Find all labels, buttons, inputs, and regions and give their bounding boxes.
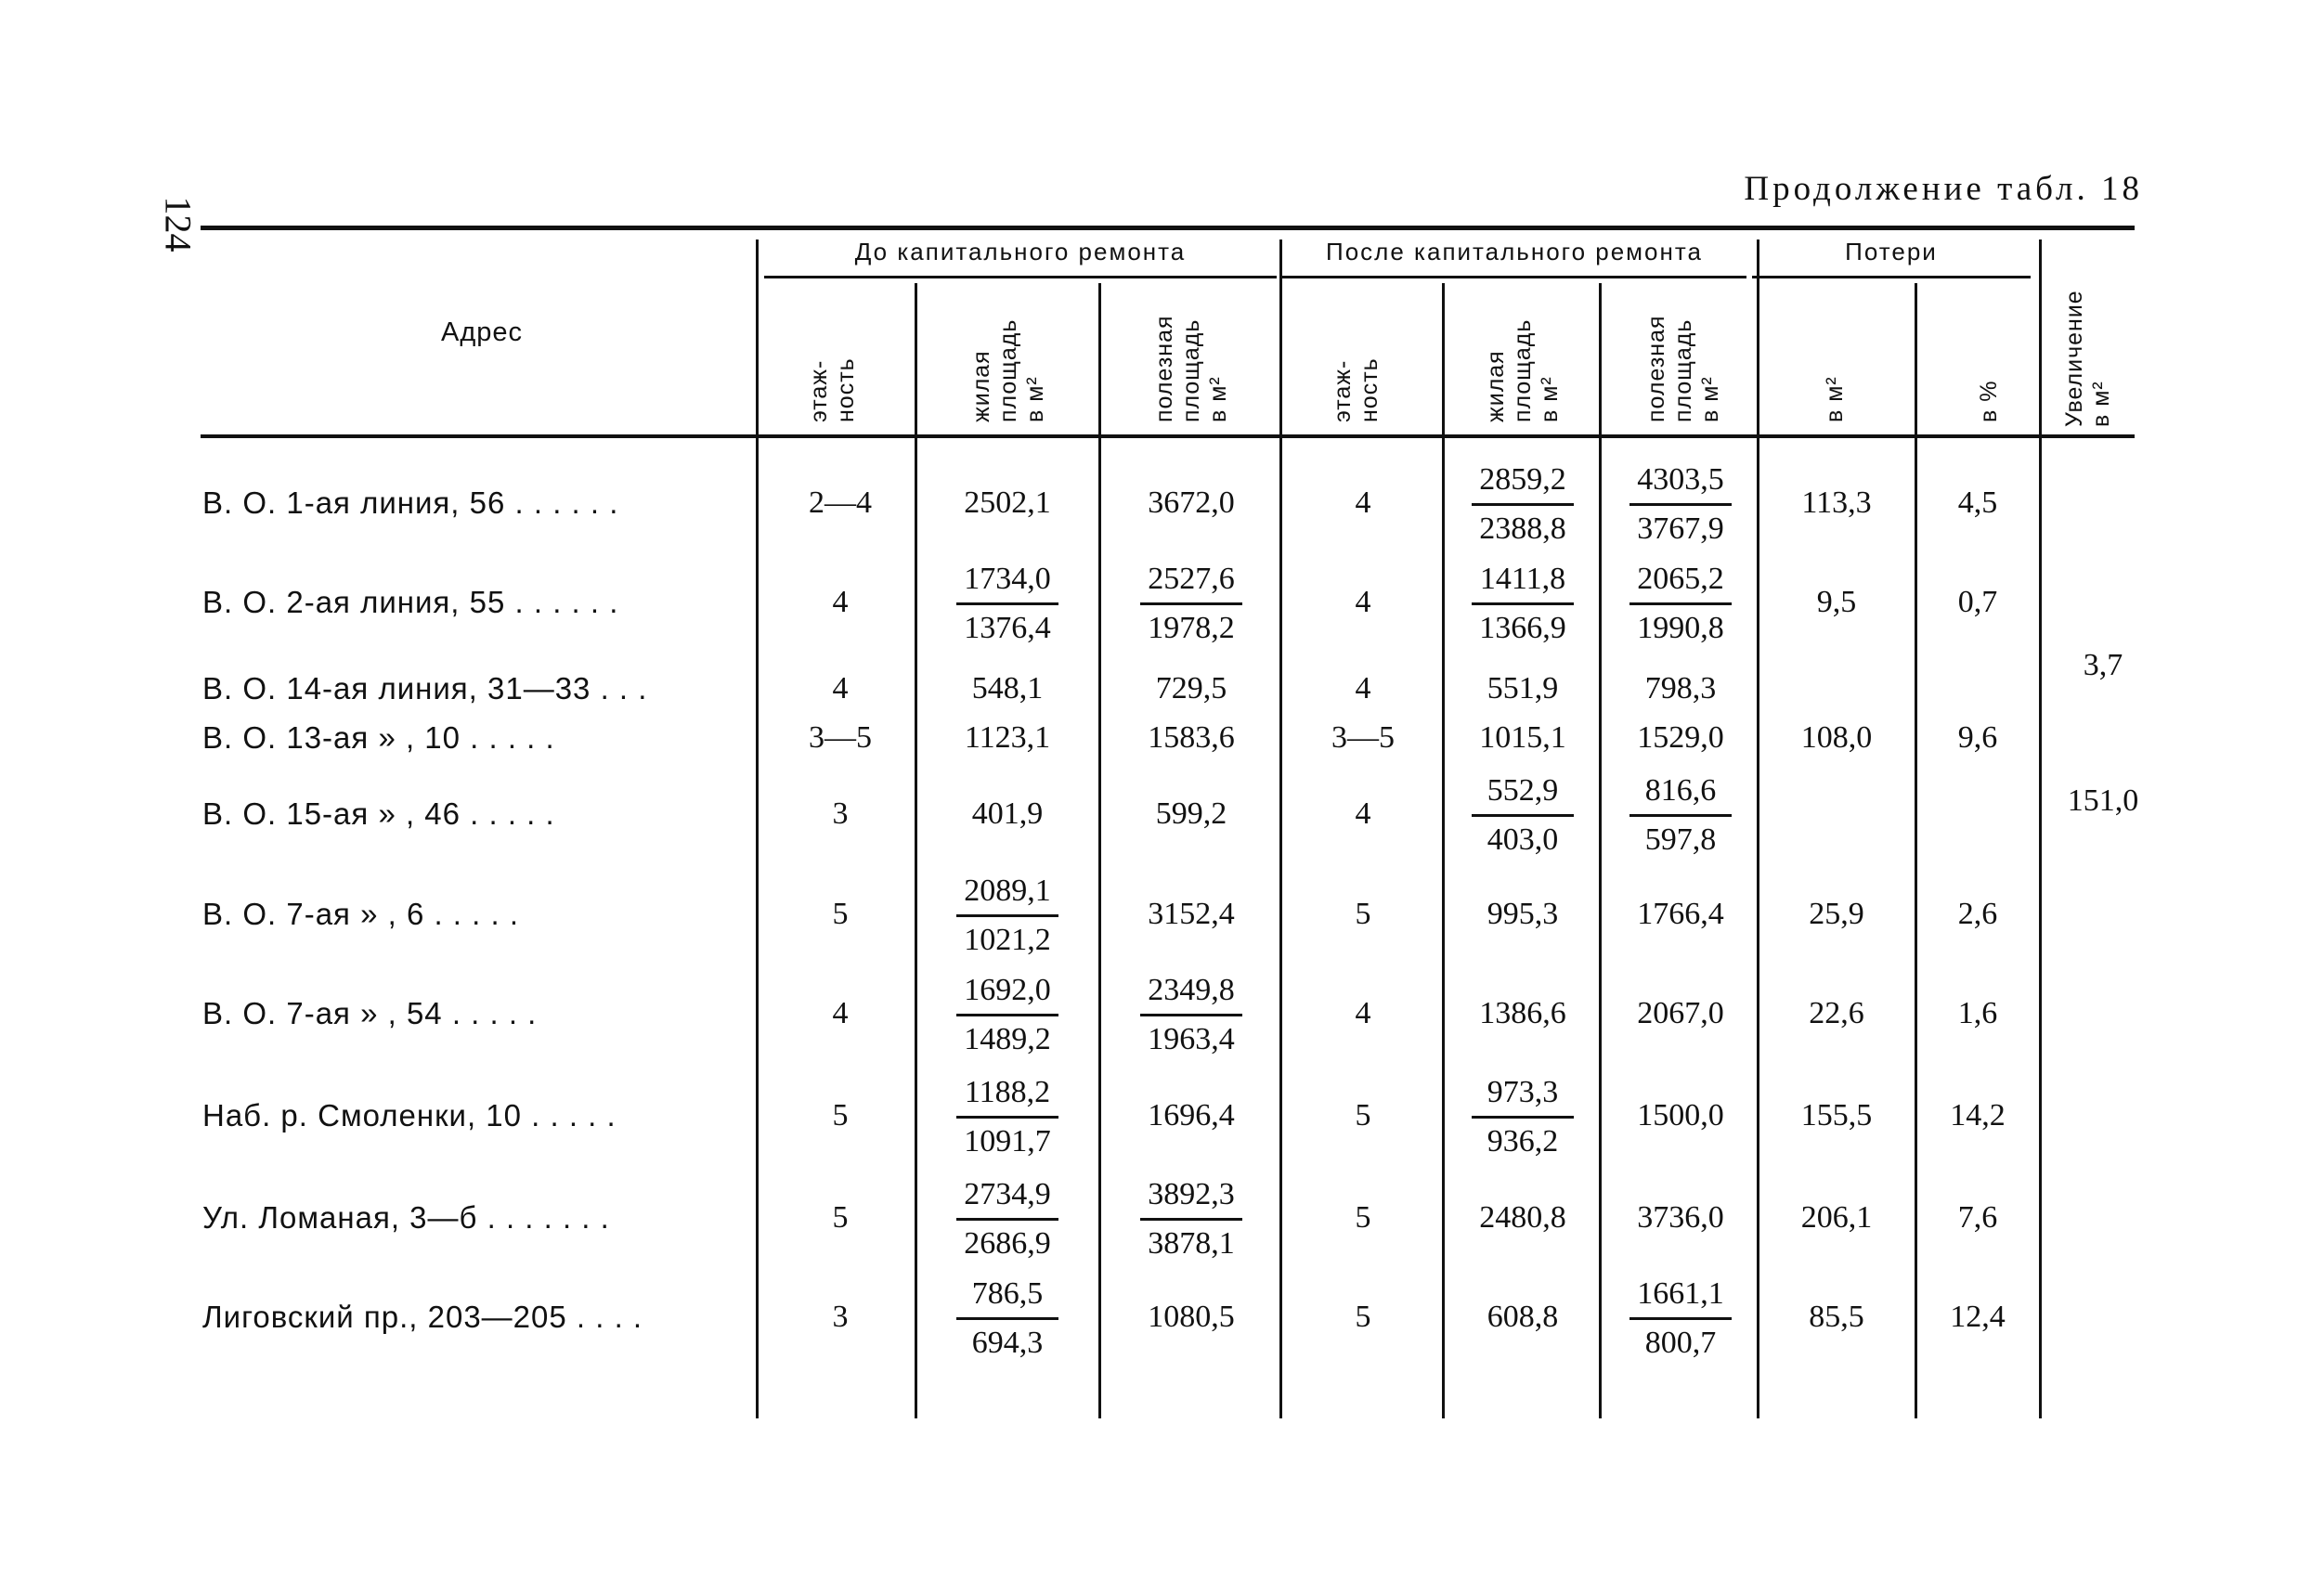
value-cell-bl: 548,1 — [971, 671, 1044, 705]
value-cell-lp: 9,6 — [1957, 720, 1998, 755]
fraction-numerator: 1411,8 — [1479, 562, 1566, 596]
value-cell-lm: 22,6 — [1809, 996, 1864, 1030]
fraction-denominator: 1091,7 — [964, 1124, 1051, 1158]
fraction-denominator: 1489,2 — [964, 1022, 1051, 1056]
value-cell-bu: 3152,4 — [1148, 897, 1235, 931]
fraction-denominator: 2388,8 — [1479, 511, 1566, 546]
value-cell-lp: 1,6 — [1957, 996, 1998, 1030]
value-cell-lm: 9,5 — [1816, 585, 1857, 619]
fraction-numerator: 2089,1 — [964, 874, 1051, 908]
value-cell-bu: 1080,5 — [1148, 1300, 1235, 1334]
fraction-numerator: 1692,0 — [964, 973, 1051, 1007]
fraction-numerator: 4303,5 — [1637, 462, 1724, 497]
value-cell-bl: 2502,1 — [964, 485, 1051, 520]
header-living-before: жилая площадь в м² — [968, 318, 1048, 422]
value-cell-bf: 4 — [832, 996, 849, 1030]
value-cell-lm: 155,5 — [1800, 1098, 1873, 1132]
fraction-numerator: 2065,2 — [1637, 562, 1724, 596]
col-divider — [1279, 239, 1282, 1418]
value-cell-lm: 206,1 — [1800, 1200, 1873, 1235]
fraction-denominator: 3767,9 — [1637, 511, 1724, 546]
value-cell-af: 4 — [1355, 796, 1371, 831]
fraction-numerator: 2859,2 — [1479, 462, 1566, 497]
fraction-numerator: 2734,9 — [964, 1177, 1051, 1211]
group-rule-losses — [1752, 276, 2031, 278]
fraction-numerator: 3892,3 — [1148, 1177, 1235, 1211]
value-cell-af: 5 — [1355, 1200, 1371, 1235]
address-cell: В. О. 14-ая линия, 31—33 . . . — [202, 671, 648, 705]
fraction-numerator: 2527,6 — [1148, 562, 1235, 596]
fraction-denominator: 800,7 — [1644, 1326, 1717, 1360]
header-useful-before: полезная площадь в м² — [1151, 315, 1231, 422]
fraction-numerator: 1661,1 — [1637, 1276, 1724, 1311]
fraction-denominator: 2686,9 — [964, 1226, 1051, 1261]
col-divider — [1757, 239, 1759, 1418]
address-cell: В. О. 13-ая » , 10 . . . . . — [202, 720, 555, 755]
value-cell-al: 995,3 — [1487, 897, 1559, 931]
col-divider — [915, 283, 917, 1418]
fraction-cell-al — [1448, 1069, 1597, 1165]
header-bottom-rule — [201, 434, 2135, 438]
fraction-cell-bu — [1117, 1171, 1266, 1267]
value-cell-bf: 5 — [832, 1098, 849, 1132]
fraction-denominator: 403,0 — [1487, 822, 1559, 857]
value-cell-au: 1529,0 — [1637, 720, 1724, 755]
value-cell-bu: 729,5 — [1155, 671, 1227, 705]
value-cell-lm: 113,3 — [1801, 485, 1872, 520]
col-divider — [1098, 283, 1101, 1418]
header-living-after: жилая площадь в м² — [1483, 318, 1563, 422]
value-cell-au: 2067,0 — [1637, 996, 1724, 1030]
value-cell-lm: 85,5 — [1809, 1300, 1864, 1334]
fraction-numerator: 1734,0 — [964, 562, 1051, 596]
value-cell-bu: 1583,6 — [1148, 720, 1235, 755]
value-cell-af: 5 — [1355, 897, 1371, 931]
fraction-cell-bu — [1117, 556, 1266, 652]
fraction-denominator: 1366,9 — [1479, 611, 1566, 645]
value-cell-af: 3—5 — [1331, 720, 1395, 755]
value-cell-lp: 2,6 — [1957, 897, 1998, 931]
value-cell-bl: 401,9 — [971, 796, 1044, 831]
fraction-cell-bl — [933, 556, 1082, 652]
address-cell: В. О. 7-ая » , 6 . . . . . — [202, 897, 519, 931]
fraction-denominator: 1376,4 — [964, 611, 1051, 645]
value-cell-af: 5 — [1355, 1300, 1371, 1334]
value-cell-au: 3736,0 — [1637, 1200, 1724, 1235]
header-floors-before: этаж- ность — [806, 357, 859, 422]
value-cell-af: 4 — [1355, 996, 1371, 1030]
fraction-numerator: 786,5 — [971, 1276, 1044, 1311]
fraction-cell-bl — [933, 1069, 1082, 1165]
value-cell-al: 551,9 — [1487, 671, 1559, 705]
col-divider — [1915, 283, 1917, 1418]
value-cell-al: 1386,6 — [1479, 996, 1566, 1030]
header-before-repair: До капитального ремонта — [854, 238, 1187, 265]
value-cell-lm: 25,9 — [1809, 897, 1864, 931]
fraction-denominator: 1963,4 — [1148, 1022, 1235, 1056]
fraction-cell-au — [1606, 1271, 1755, 1366]
value-cell-bu: 3672,0 — [1148, 485, 1235, 520]
value-cell-af: 4 — [1355, 671, 1371, 705]
fraction-cell-al — [1448, 556, 1597, 652]
value-cell-al: 2480,8 — [1479, 1200, 1566, 1235]
value-cell-au: 798,3 — [1644, 671, 1717, 705]
address-cell: В. О. 2-ая линия, 55 . . . . . . — [202, 585, 619, 619]
value-cell-af: 4 — [1355, 585, 1371, 619]
fraction-denominator: 1021,2 — [964, 923, 1051, 957]
value-cell-lp: 12,4 — [1950, 1300, 2006, 1334]
header-losses: Потери — [1845, 238, 1938, 265]
value-cell-lp: 0,7 — [1957, 585, 1998, 619]
col-divider — [1599, 283, 1602, 1418]
value-cell-lp: 4,5 — [1957, 485, 1998, 520]
value-cell-bf: 5 — [832, 897, 849, 931]
header-address: Адрес — [441, 317, 524, 347]
table-caption: Продолжение табл. 18 — [1744, 170, 2143, 208]
address-cell: В. О. 15-ая » , 46 . . . . . — [202, 796, 555, 831]
fraction-cell-bl — [933, 1171, 1082, 1267]
header-floors-after: этаж- ность — [1330, 357, 1383, 422]
value-cell-lm: 108,0 — [1800, 720, 1873, 755]
value-cell-bl: 1123,1 — [964, 720, 1051, 755]
fraction-denominator: 1978,2 — [1148, 611, 1235, 645]
value-cell-bf: 2—4 — [809, 485, 872, 520]
value-cell-al: 608,8 — [1487, 1300, 1559, 1334]
address-cell: Лиговский пр., 203—205 . . . . — [202, 1300, 643, 1334]
page-number: 124 — [157, 196, 200, 252]
header-loss-pct: в % — [1976, 380, 2002, 422]
fraction-denominator: 1990,8 — [1637, 611, 1724, 645]
fraction-denominator: 694,3 — [971, 1326, 1044, 1360]
fraction-cell-al — [1448, 457, 1597, 552]
value-cell-bf: 3—5 — [809, 720, 872, 755]
address-cell: Ул. Ломаная, 3—б . . . . . . . — [202, 1200, 610, 1235]
value-cell-bf: 3 — [832, 1300, 849, 1334]
top-rule — [201, 226, 2135, 230]
fraction-numerator: 2349,8 — [1148, 973, 1235, 1007]
address-cell: В. О. 1-ая линия, 56 . . . . . . — [202, 485, 619, 520]
fraction-numerator: 816,6 — [1644, 773, 1717, 808]
value-cell-af: 5 — [1355, 1098, 1371, 1132]
value-cell-bf: 4 — [832, 671, 849, 705]
fraction-denominator: 3878,1 — [1148, 1226, 1235, 1261]
fraction-cell-au — [1606, 457, 1755, 552]
address-cell: В. О. 7-ая » , 54 . . . . . — [202, 996, 538, 1030]
fraction-cell-bl — [933, 1271, 1082, 1366]
fraction-cell-bu — [1117, 967, 1266, 1063]
fraction-denominator: 936,2 — [1487, 1124, 1559, 1158]
fraction-numerator: 552,9 — [1487, 773, 1559, 808]
increase-value: 151,0 — [2067, 783, 2139, 818]
fraction-cell-au — [1606, 556, 1755, 652]
fraction-cell-al — [1448, 768, 1597, 863]
col-divider — [1442, 283, 1445, 1418]
value-cell-au: 1766,4 — [1637, 897, 1724, 931]
value-cell-al: 1015,1 — [1479, 720, 1566, 755]
value-cell-bf: 4 — [832, 585, 849, 619]
address-cell: Наб. р. Смоленки, 10 . . . . . — [202, 1098, 617, 1132]
value-cell-lp: 14,2 — [1950, 1098, 2006, 1132]
fraction-cell-bl — [933, 868, 1082, 964]
value-cell-bu: 599,2 — [1155, 796, 1227, 831]
value-cell-au: 1500,0 — [1637, 1098, 1724, 1132]
value-cell-bf: 5 — [832, 1200, 849, 1235]
header-after-repair: После капитального ремонта — [1326, 238, 1703, 265]
increase-value: 3,7 — [2083, 648, 2123, 682]
col-divider — [756, 239, 759, 1418]
header-loss-m2: в м² — [1822, 376, 1848, 422]
header-useful-after: полезная площадь в м² — [1643, 315, 1723, 422]
fraction-cell-bl — [933, 967, 1082, 1063]
col-divider — [2039, 239, 2042, 1418]
value-cell-bu: 1696,4 — [1148, 1098, 1235, 1132]
header-increase: Увеличение в м² — [2061, 290, 2114, 427]
value-cell-af: 4 — [1355, 485, 1371, 520]
fraction-numerator: 973,3 — [1487, 1075, 1559, 1109]
fraction-cell-au — [1606, 768, 1755, 863]
value-cell-lp: 7,6 — [1957, 1200, 1998, 1235]
fraction-denominator: 597,8 — [1644, 822, 1717, 857]
value-cell-bf: 3 — [832, 796, 849, 831]
fraction-numerator: 1188,2 — [964, 1075, 1051, 1109]
